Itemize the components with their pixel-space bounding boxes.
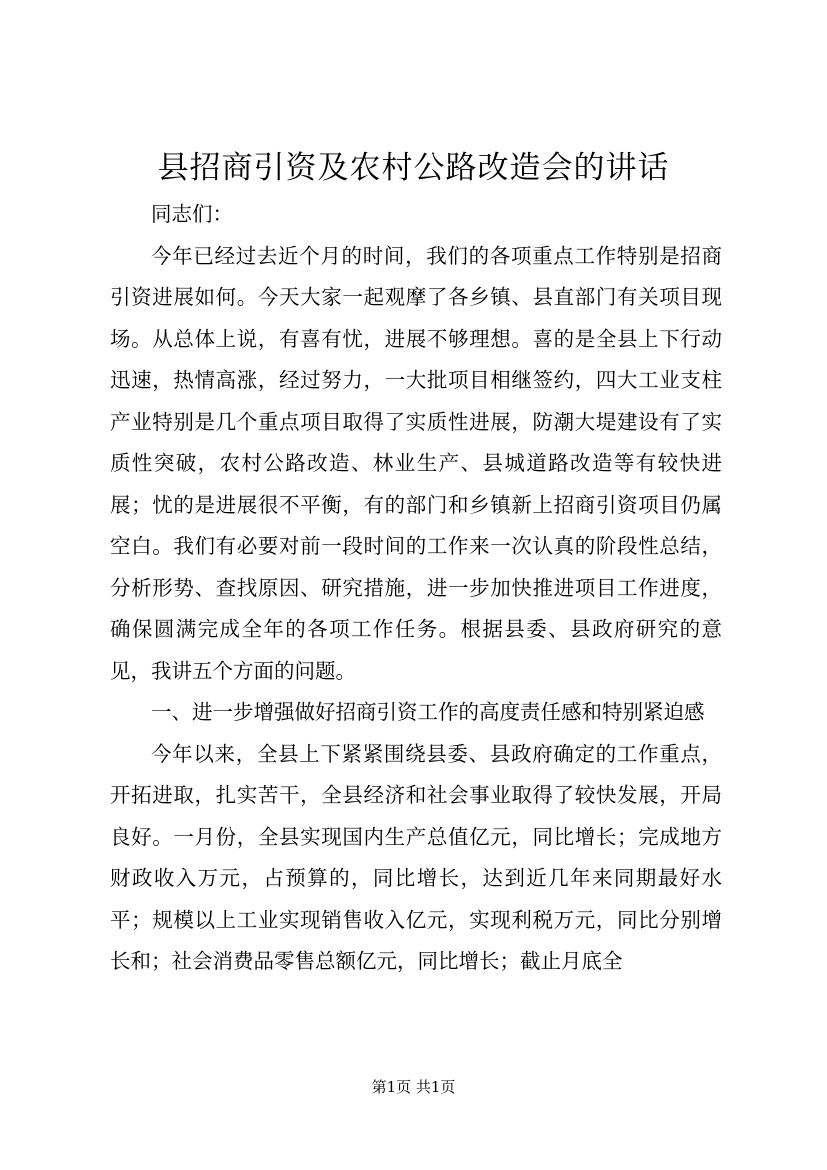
document-title: 县招商引资及农村公路改造会的讲话 <box>157 150 670 186</box>
document-body <box>110 194 722 983</box>
paragraph-salutation: 同志们： <box>151 202 233 226</box>
paragraph-section-1: 今年以来，全县上下紧紧围绕县委、县政府确定的工作重点，开拓进取，扎实苦干，全县经济和社会事业取得了较快发展，开局良好。一月份，全县实现国内生产总值亿元，同比增长；完成地方财政收入万元，占预算的，同比增长，达到近几年来同期最好水平；规模以上工业实现销售收入亿元，实现利税万元，同比分别增长和；社会消费品零售总额亿元，同比增长；截止月底全 <box>110 741 722 973</box>
page-footer: 第1页 共1页 <box>371 1078 456 1096</box>
section-heading-1: 一、进一步增强做好招商引资工作的高度责任感和特别紧迫感 <box>151 700 705 724</box>
paragraph-intro: 今年已经过去近个月的时间，我们的各项重点工作特别是招商引资进展如何。今天大家一起观摩了各乡镇、县直部门有关项目现场。从总体上说，有喜有忧，进展不够理想。喜的是全县上下行动迅速，热情高涨，经过努力，一大批项目相继签约，四大工业支柱产业特别是几个重点项目取得了实质性进展，防潮大堤建设有了实质性突破，农村公路改造、林业生产、县城道路改造等有较快进展；忧的是进展很不平衡，有的部门和乡镇新上招商引资项目仍属空白。我们有必要对前一段时间的工作来一次认真的阶段性总结，分析形势、查找原因、研究措施，进一步加快推进项目工作进度，确保圆满完成全年的各项工作任务。根据县委、县政府研究的意见，我讲五个方面的问题。 <box>110 243 722 683</box>
